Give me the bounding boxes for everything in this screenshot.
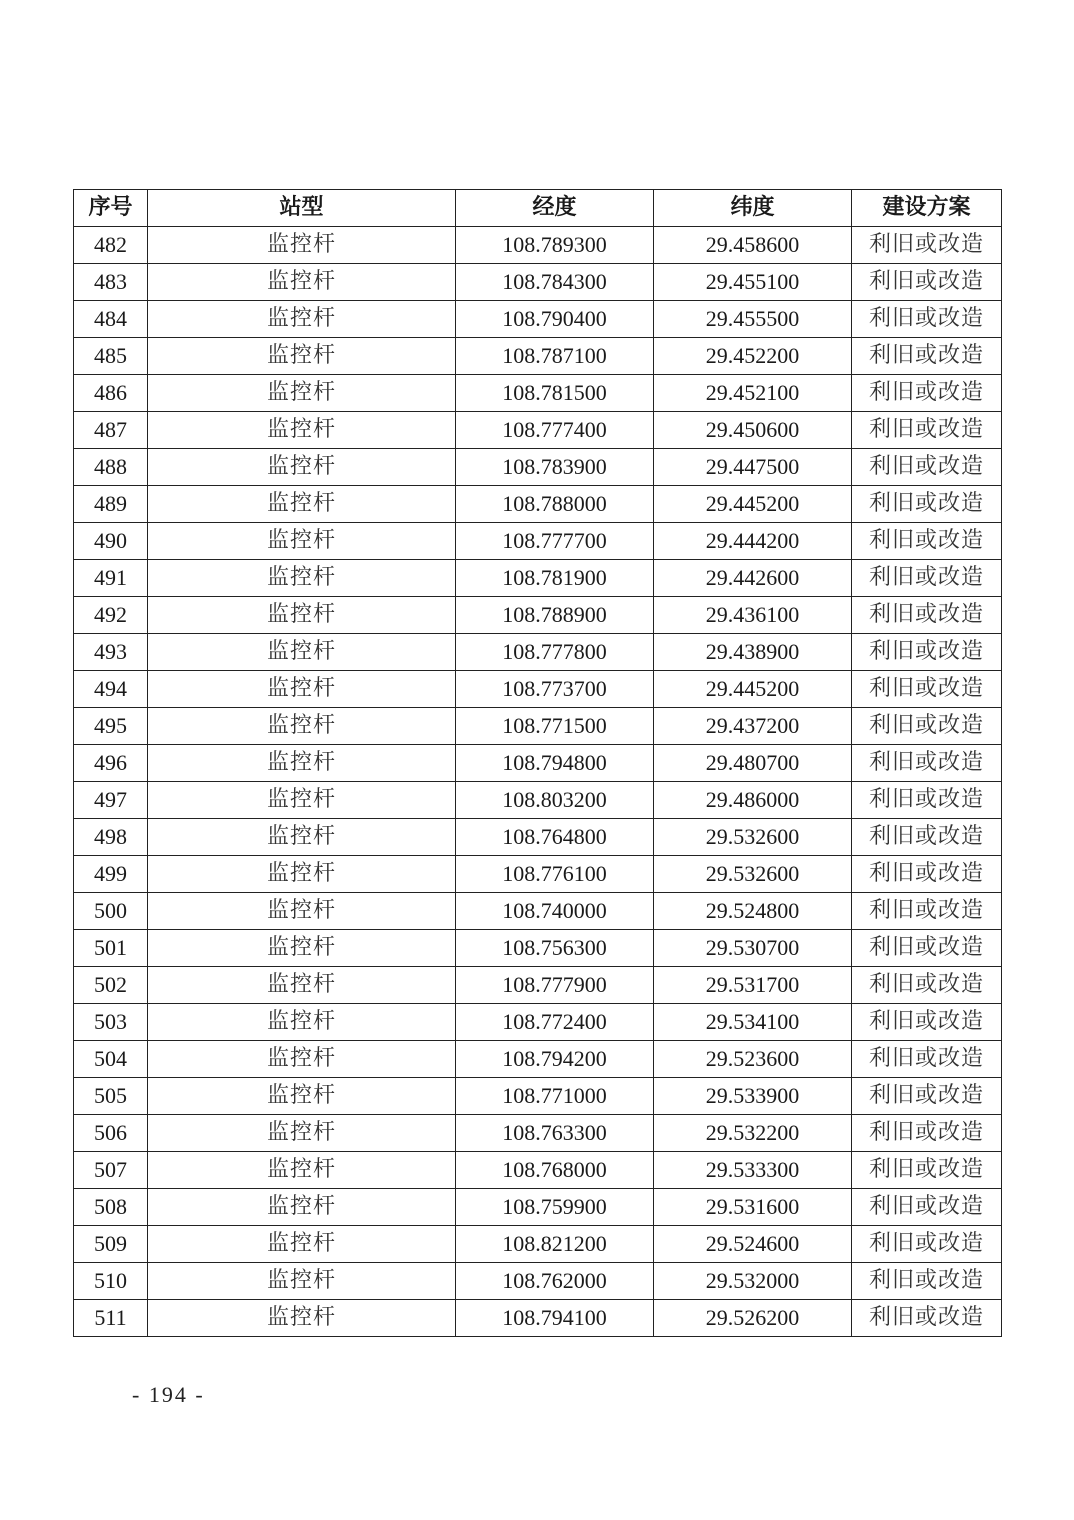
- cell-no: 499: [74, 856, 148, 893]
- cell-plan: 利旧或改造: [852, 967, 1002, 1004]
- cell-plan: 利旧或改造: [852, 1263, 1002, 1300]
- cell-type: 监控杆: [148, 560, 456, 597]
- cell-latitude: 29.437200: [654, 708, 852, 745]
- cell-no: 492: [74, 597, 148, 634]
- cell-type: 监控杆: [148, 1115, 456, 1152]
- cell-latitude: 29.524600: [654, 1226, 852, 1263]
- table-row: [74, 1041, 1002, 1078]
- table-row: [74, 893, 1002, 930]
- cell-plan: 利旧或改造: [852, 671, 1002, 708]
- table-row: [74, 967, 1002, 1004]
- cell-type: 监控杆: [148, 1300, 456, 1337]
- cell-type: 监控杆: [148, 671, 456, 708]
- table-row: [74, 227, 1002, 264]
- table-row: [74, 1263, 1002, 1300]
- table-row: [74, 523, 1002, 560]
- cell-type: 监控杆: [148, 1152, 456, 1189]
- cell-type: 监控杆: [148, 301, 456, 338]
- table-row: [74, 412, 1002, 449]
- header-row: [74, 190, 1002, 227]
- cell-no: 502: [74, 967, 148, 1004]
- cell-type: 监控杆: [148, 338, 456, 375]
- cell-type: 监控杆: [148, 486, 456, 523]
- cell-latitude: 29.532000: [654, 1263, 852, 1300]
- cell-longitude: 108.773700: [456, 671, 654, 708]
- cell-longitude: 108.772400: [456, 1004, 654, 1041]
- cell-longitude: 108.763300: [456, 1115, 654, 1152]
- cell-plan: 利旧或改造: [852, 1115, 1002, 1152]
- cell-no: 501: [74, 930, 148, 967]
- cell-latitude: 29.444200: [654, 523, 852, 560]
- cell-type: 监控杆: [148, 708, 456, 745]
- table-row: [74, 338, 1002, 375]
- cell-type: 监控杆: [148, 1004, 456, 1041]
- cell-longitude: 108.794200: [456, 1041, 654, 1078]
- cell-no: 487: [74, 412, 148, 449]
- table-row: [74, 1300, 1002, 1337]
- cell-longitude: 108.771500: [456, 708, 654, 745]
- cell-no: 507: [74, 1152, 148, 1189]
- cell-plan: 利旧或改造: [852, 301, 1002, 338]
- cell-latitude: 29.532600: [654, 819, 852, 856]
- cell-no: 495: [74, 708, 148, 745]
- cell-latitude: 29.532600: [654, 856, 852, 893]
- cell-plan: 利旧或改造: [852, 893, 1002, 930]
- cell-plan: 利旧或改造: [852, 560, 1002, 597]
- cell-type: 监控杆: [148, 449, 456, 486]
- cell-longitude: 108.794100: [456, 1300, 654, 1337]
- table-row: [74, 819, 1002, 856]
- cell-latitude: 29.458600: [654, 227, 852, 264]
- cell-longitude: 108.740000: [456, 893, 654, 930]
- cell-no: 509: [74, 1226, 148, 1263]
- cell-type: 监控杆: [148, 227, 456, 264]
- table-row: [74, 1152, 1002, 1189]
- cell-no: 498: [74, 819, 148, 856]
- cell-type: 监控杆: [148, 1226, 456, 1263]
- cell-latitude: 29.486000: [654, 782, 852, 819]
- cell-no: 510: [74, 1263, 148, 1300]
- table-row: [74, 1004, 1002, 1041]
- cell-type: 监控杆: [148, 819, 456, 856]
- table-row: [74, 745, 1002, 782]
- cell-no: 484: [74, 301, 148, 338]
- table-row: [74, 671, 1002, 708]
- cell-plan: 利旧或改造: [852, 412, 1002, 449]
- cell-type: 监控杆: [148, 1189, 456, 1226]
- cell-longitude: 108.784300: [456, 264, 654, 301]
- cell-type: 监控杆: [148, 893, 456, 930]
- cell-longitude: 108.803200: [456, 782, 654, 819]
- table-row: [74, 634, 1002, 671]
- cell-type: 监控杆: [148, 1078, 456, 1115]
- cell-longitude: 108.771000: [456, 1078, 654, 1115]
- cell-no: 496: [74, 745, 148, 782]
- cell-plan: 利旧或改造: [852, 1226, 1002, 1263]
- cell-no: 485: [74, 338, 148, 375]
- cell-longitude: 108.783900: [456, 449, 654, 486]
- table-row: [74, 301, 1002, 338]
- header-plan: 建设方案: [852, 190, 1002, 227]
- cell-plan: 利旧或改造: [852, 930, 1002, 967]
- cell-plan: 利旧或改造: [852, 597, 1002, 634]
- cell-latitude: 29.447500: [654, 449, 852, 486]
- cell-plan: 利旧或改造: [852, 449, 1002, 486]
- cell-latitude: 29.530700: [654, 930, 852, 967]
- cell-longitude: 108.776100: [456, 856, 654, 893]
- table-row: [74, 1189, 1002, 1226]
- cell-latitude: 29.452200: [654, 338, 852, 375]
- cell-latitude: 29.445200: [654, 671, 852, 708]
- cell-latitude: 29.450600: [654, 412, 852, 449]
- cell-plan: 利旧或改造: [852, 264, 1002, 301]
- cell-longitude: 108.794800: [456, 745, 654, 782]
- cell-longitude: 108.788900: [456, 597, 654, 634]
- cell-latitude: 29.531700: [654, 967, 852, 1004]
- cell-no: 493: [74, 634, 148, 671]
- cell-longitude: 108.821200: [456, 1226, 654, 1263]
- cell-latitude: 29.452100: [654, 375, 852, 412]
- cell-no: 490: [74, 523, 148, 560]
- table-row: [74, 264, 1002, 301]
- table-row: [74, 1226, 1002, 1263]
- cell-type: 监控杆: [148, 930, 456, 967]
- cell-longitude: 108.756300: [456, 930, 654, 967]
- cell-no: 494: [74, 671, 148, 708]
- cell-plan: 利旧或改造: [852, 1189, 1002, 1226]
- cell-type: 监控杆: [148, 1041, 456, 1078]
- cell-no: 504: [74, 1041, 148, 1078]
- cell-longitude: 108.790400: [456, 301, 654, 338]
- header-no: 序号: [74, 190, 148, 227]
- cell-type: 监控杆: [148, 1263, 456, 1300]
- cell-plan: 利旧或改造: [852, 1300, 1002, 1337]
- cell-plan: 利旧或改造: [852, 375, 1002, 412]
- cell-longitude: 108.777900: [456, 967, 654, 1004]
- cell-type: 监控杆: [148, 264, 456, 301]
- cell-type: 监控杆: [148, 412, 456, 449]
- cell-latitude: 29.455500: [654, 301, 852, 338]
- cell-latitude: 29.532200: [654, 1115, 852, 1152]
- cell-type: 监控杆: [148, 782, 456, 819]
- table-header: [74, 190, 1002, 227]
- header-longitude: 经度: [456, 190, 654, 227]
- cell-latitude: 29.445200: [654, 486, 852, 523]
- cell-type: 监控杆: [148, 856, 456, 893]
- page-number: - 194 -: [132, 1382, 205, 1407]
- cell-no: 503: [74, 1004, 148, 1041]
- cell-type: 监控杆: [148, 375, 456, 412]
- cell-type: 监控杆: [148, 634, 456, 671]
- cell-no: 508: [74, 1189, 148, 1226]
- cell-plan: 利旧或改造: [852, 227, 1002, 264]
- cell-longitude: 108.777400: [456, 412, 654, 449]
- cell-plan: 利旧或改造: [852, 523, 1002, 560]
- cell-plan: 利旧或改造: [852, 708, 1002, 745]
- cell-longitude: 108.777700: [456, 523, 654, 560]
- cell-longitude: 108.777800: [456, 634, 654, 671]
- cell-no: 497: [74, 782, 148, 819]
- cell-plan: 利旧或改造: [852, 486, 1002, 523]
- cell-no: 505: [74, 1078, 148, 1115]
- table-row: [74, 1115, 1002, 1152]
- site-table: [73, 189, 1002, 1337]
- table-body: [74, 227, 1002, 1337]
- cell-plan: 利旧或改造: [852, 1078, 1002, 1115]
- cell-no: 489: [74, 486, 148, 523]
- cell-longitude: 108.787100: [456, 338, 654, 375]
- cell-latitude: 29.531600: [654, 1189, 852, 1226]
- cell-latitude: 29.480700: [654, 745, 852, 782]
- cell-latitude: 29.442600: [654, 560, 852, 597]
- header-type: 站型: [148, 190, 456, 227]
- cell-latitude: 29.438900: [654, 634, 852, 671]
- table-row: [74, 597, 1002, 634]
- cell-longitude: 108.759900: [456, 1189, 654, 1226]
- cell-longitude: 108.768000: [456, 1152, 654, 1189]
- cell-latitude: 29.534100: [654, 1004, 852, 1041]
- cell-plan: 利旧或改造: [852, 1152, 1002, 1189]
- table-row: [74, 560, 1002, 597]
- cell-plan: 利旧或改造: [852, 745, 1002, 782]
- cell-latitude: 29.526200: [654, 1300, 852, 1337]
- cell-no: 500: [74, 893, 148, 930]
- cell-latitude: 29.436100: [654, 597, 852, 634]
- table-row: [74, 1078, 1002, 1115]
- cell-longitude: 108.781500: [456, 375, 654, 412]
- cell-no: 491: [74, 560, 148, 597]
- cell-no: 488: [74, 449, 148, 486]
- table-row: [74, 708, 1002, 745]
- cell-plan: 利旧或改造: [852, 1041, 1002, 1078]
- cell-latitude: 29.523600: [654, 1041, 852, 1078]
- cell-no: 482: [74, 227, 148, 264]
- table-row: [74, 930, 1002, 967]
- header-latitude: 纬度: [654, 190, 852, 227]
- table-row: [74, 486, 1002, 523]
- cell-longitude: 108.788000: [456, 486, 654, 523]
- cell-type: 监控杆: [148, 597, 456, 634]
- cell-plan: 利旧或改造: [852, 338, 1002, 375]
- table-row: [74, 782, 1002, 819]
- cell-latitude: 29.455100: [654, 264, 852, 301]
- cell-type: 监控杆: [148, 745, 456, 782]
- cell-plan: 利旧或改造: [852, 819, 1002, 856]
- cell-longitude: 108.789300: [456, 227, 654, 264]
- cell-latitude: 29.533900: [654, 1078, 852, 1115]
- cell-no: 486: [74, 375, 148, 412]
- cell-type: 监控杆: [148, 967, 456, 1004]
- cell-no: 506: [74, 1115, 148, 1152]
- cell-longitude: 108.762000: [456, 1263, 654, 1300]
- cell-type: 监控杆: [148, 523, 456, 560]
- table-row: [74, 449, 1002, 486]
- table-row: [74, 856, 1002, 893]
- cell-plan: 利旧或改造: [852, 856, 1002, 893]
- cell-longitude: 108.764800: [456, 819, 654, 856]
- cell-no: 483: [74, 264, 148, 301]
- cell-plan: 利旧或改造: [852, 1004, 1002, 1041]
- cell-plan: 利旧或改造: [852, 782, 1002, 819]
- cell-latitude: 29.524800: [654, 893, 852, 930]
- cell-latitude: 29.533300: [654, 1152, 852, 1189]
- cell-longitude: 108.781900: [456, 560, 654, 597]
- cell-no: 511: [74, 1300, 148, 1337]
- cell-plan: 利旧或改造: [852, 634, 1002, 671]
- table-row: [74, 375, 1002, 412]
